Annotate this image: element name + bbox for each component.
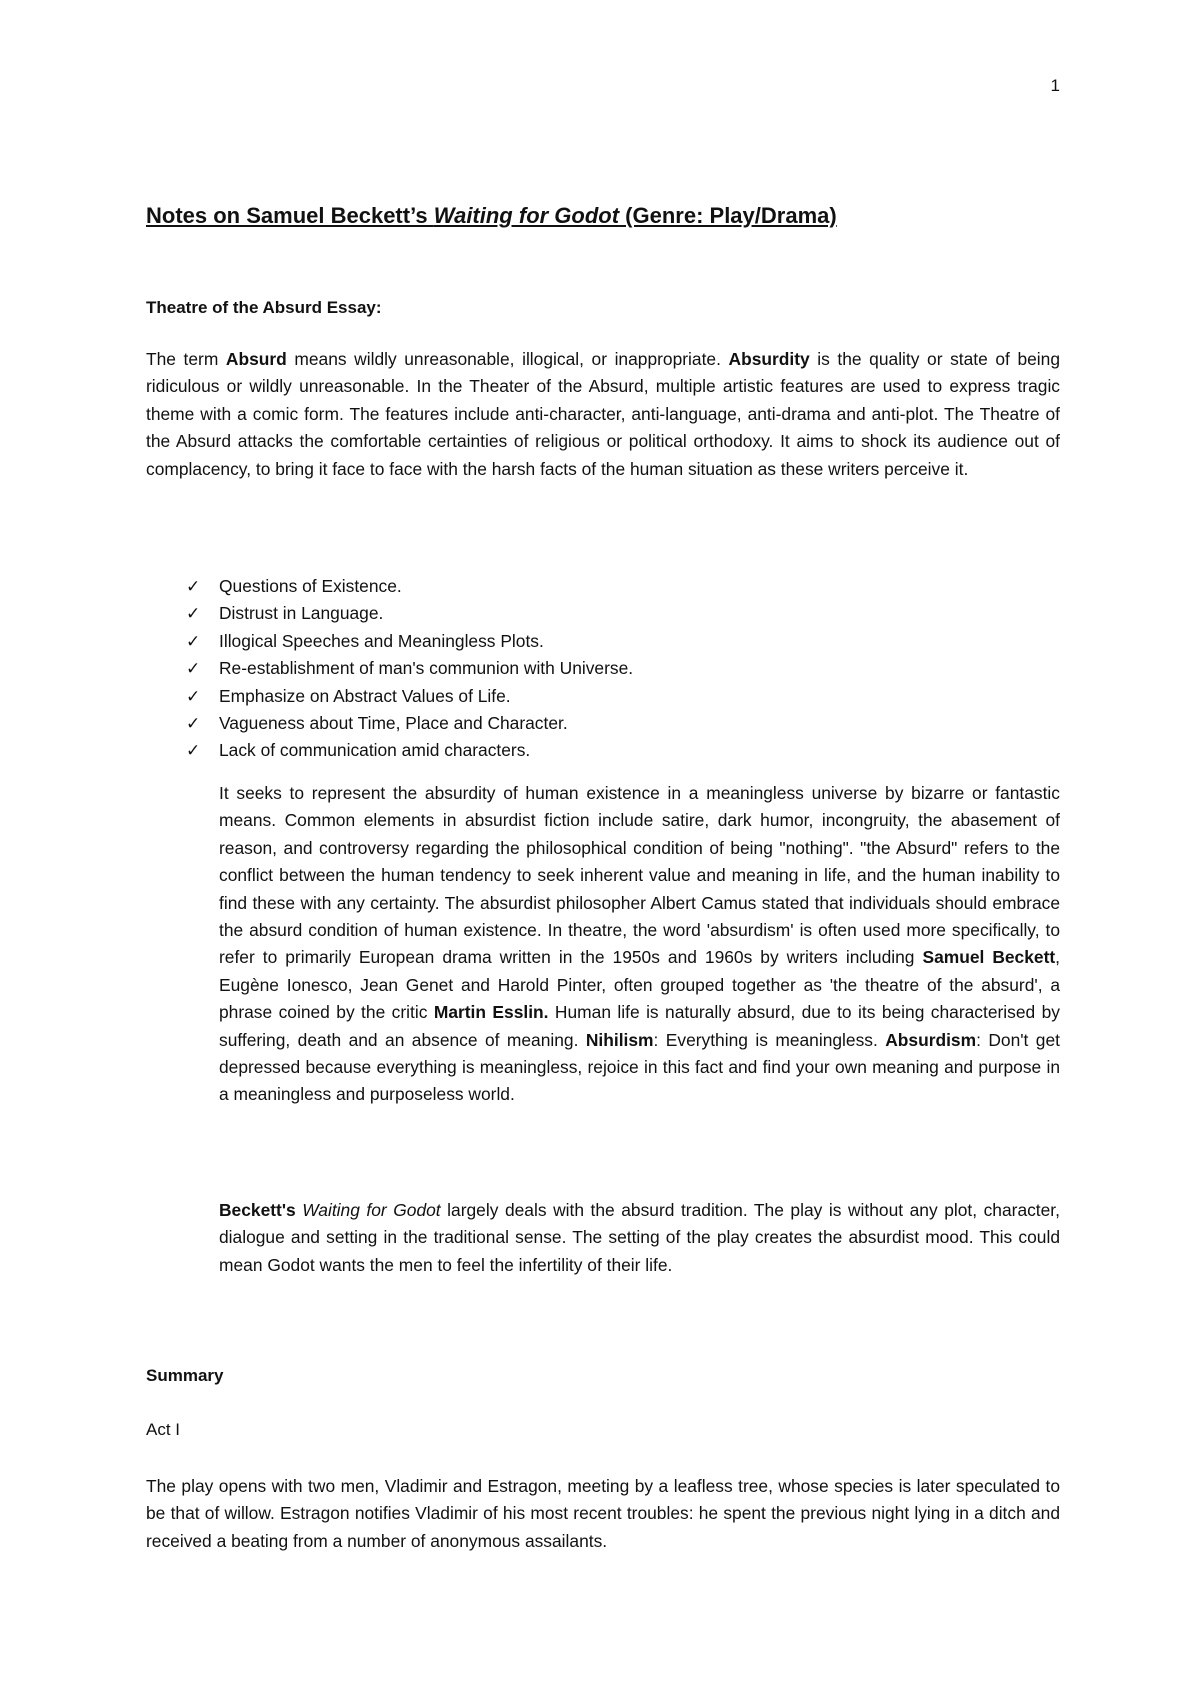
page-number: 1: [1050, 76, 1060, 95]
p2-text-4: : Everything is meaningless.: [653, 1029, 886, 1050]
checklist-item-text: Vagueness about Time, Place and Character.: [219, 713, 568, 734]
summary-paragraph-1: The play opens with two men, Vladimir and Estragon, meeting by a leafless tree, whose species is later speculated to be that of willow. Estragon notifies Vladimir of his most recent troubles: he spent the previous night lying in a ditch and received a beating from a number of anonymous assailants.: [146, 1476, 1060, 1551]
document-title: [146, 203, 1060, 229]
check-icon: ✓: [186, 604, 201, 624]
check-icon: ✓: [186, 741, 201, 761]
check-icon: ✓: [186, 686, 201, 706]
check-icon: ✓: [186, 577, 201, 596]
p2-text-2: , Eugène Ionesco, Jean Genet and Harold Pinter, often grouped together as 'the theatre of the absurd', a phrase coined by the critic: [219, 947, 1060, 1023]
checklist-item-text: Distrust in Language.: [219, 603, 384, 624]
essay-heading: Theatre of the Absurd Essay:: [146, 298, 382, 317]
check-icon: ✓: [186, 659, 201, 679]
p2-bold-esslin: Martin Esslin.: [433, 1002, 549, 1023]
checklist-item: [186, 600, 1060, 627]
essay-paragraph-2: [219, 780, 1060, 1109]
checklist-item-text: Lack of communication amid characters.: [219, 740, 531, 761]
p2-text-3: Human life is naturally absurd, due to its being characterised by suffering, death and an absence of meaning.: [219, 1002, 1060, 1050]
act-heading: Act I: [146, 1420, 181, 1439]
title-prefix: Notes on Samuel Beckett’s: [146, 203, 434, 228]
features-checklist: [186, 573, 1060, 765]
p1-bold-absurd: Absurd: [225, 349, 287, 369]
p2-text-5: : Don't get depressed because everything is meaningless, rejoice in this fact and find your own meaning and purpose in a meaningless and purposeless world.: [219, 1029, 1060, 1105]
p2-bold-absurdism: Absurdism: [885, 1029, 977, 1050]
p1-text-3: is the quality or state of being ridiculous or wildly unreasonable. In the Theater of the Absurd, multiple artistic features are used to express tragic theme with a comic form. The features include anti-character, anti-language, anti-drama and anti-plot. The Theatre of the Absurd attacks the comfortable certainties of religious or political orthodoxy. It aims to shock its audience out of complacency, to bring it face to face with the harsh facts of the human situation as these writers perceive it.: [146, 349, 1061, 479]
p2-bold-beckett: Samuel Beckett: [922, 947, 1056, 968]
summary-heading: Summary: [146, 1366, 224, 1385]
checklist-item: [186, 737, 1060, 764]
checklist-item: [186, 628, 1060, 655]
checklist-item: [186, 573, 1060, 600]
checklist-item-text: Questions of Existence.: [219, 576, 402, 596]
p3-italic-title: Waiting for Godot: [302, 1200, 441, 1220]
check-icon: ✓: [186, 631, 201, 651]
checklist-item: [186, 683, 1060, 710]
p1-text-1: The term: [146, 349, 226, 369]
essay-paragraph-3: [219, 1197, 1060, 1279]
title-italic: Waiting for Godot: [433, 203, 620, 228]
essay-paragraph-1: [146, 346, 1060, 483]
p2-bold-nihilism: Nihilism: [585, 1029, 654, 1050]
checklist-item-text: Re-establishment of man's communion with Universe.: [219, 658, 634, 679]
checklist-item: [186, 710, 1060, 737]
p1-text-2: means wildly unreasonable, illogical, or inappropriate.: [286, 349, 729, 369]
p2-text-1: It seeks to represent the absurdity of human existence in a meaningless universe by bizarre or fantastic means. Common elements in absurdist fiction include satire, dark humor, incongruity, the abasement of reason, and controversy regarding the philosophical condition of being "nothing". "the Absurd" refers to the conflict between the human tendency to seek inherent value and meaning in life, and the human inability to find these with any certainty. The absurdist philosopher Albert Camus stated that individuals should embrace the absurd condition of human existence. In theatre, the word 'absurdism' is often used more specifically, to refer to primarily European drama written in the 1950s and 1960s by writers including: [219, 783, 1060, 968]
checklist-item-text: Emphasize on Abstract Values of Life.: [219, 685, 511, 706]
p3-text: largely deals with the absurd tradition. The play is without any plot, character, dialogue and setting in the traditional sense. The setting of the play creates the absurdist mood. This could mean Godot wants the men to feel the infertility of their life.: [219, 1200, 1060, 1275]
p3-bold-becketts: Beckett's: [219, 1200, 296, 1220]
check-icon: ✓: [186, 714, 201, 734]
p1-bold-absurdity: Absurdity: [728, 349, 810, 369]
checklist-item-text: Illogical Speeches and Meaningless Plots.: [219, 630, 544, 651]
checklist-item: [186, 655, 1060, 682]
title-suffix: (Genre: Play/Drama): [619, 203, 837, 228]
